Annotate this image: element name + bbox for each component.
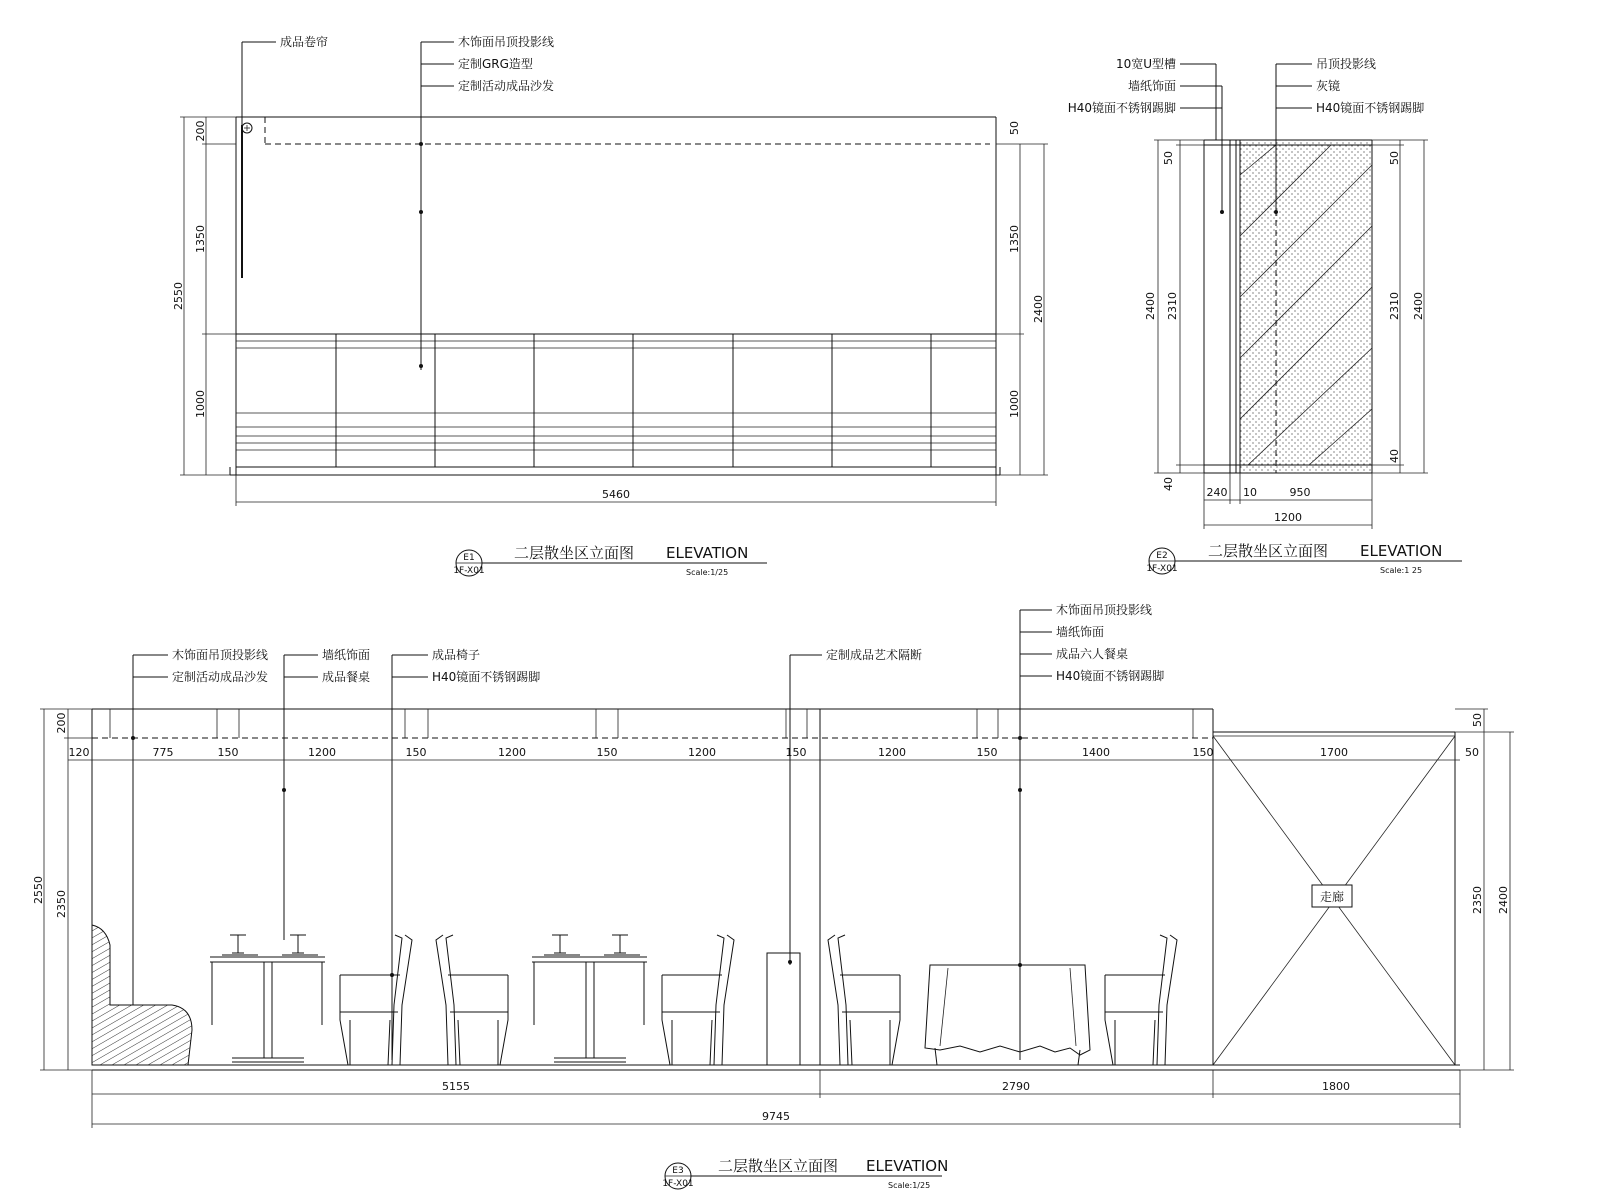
- e3-dim-top-1700: 1700: [1320, 746, 1348, 759]
- e2-dim-2310-right: 2310: [1388, 292, 1401, 320]
- e2-callout-u-groove: 10宽U型槽: [1115, 57, 1176, 71]
- e1-dims-right: [996, 121, 1048, 475]
- e3-callout-e3: 成品六人餐桌: [1056, 647, 1129, 661]
- e2-dims-bottom: [1204, 473, 1372, 529]
- e1-dim-5460: 5460: [602, 488, 630, 501]
- e3-callout-a1: 木饰面吊顶投影线: [172, 648, 269, 662]
- e3-dim-top-1200-c: 1200: [688, 746, 716, 759]
- e3-dim-top-1200-d: 1200: [878, 746, 906, 759]
- e3-scale: Scale:1/25: [888, 1181, 931, 1190]
- e3-chair-4: [828, 935, 900, 1065]
- e3-dim-top-150-b: 150: [405, 746, 427, 759]
- e1-dim-2550: 2550: [172, 282, 185, 310]
- e3-dim-top-150-f: 150: [1192, 746, 1214, 759]
- e3-chair-3: [662, 935, 734, 1065]
- e2-dim-10: 10: [1243, 486, 1257, 499]
- e2-dim-2400-right: 2400: [1412, 292, 1425, 320]
- e3-dim-top-1200-b: 1200: [498, 746, 526, 759]
- e2-callout-ceiling-line: 吊顶投影线: [1316, 57, 1377, 71]
- e3-dim-2550: 2550: [32, 876, 45, 904]
- e3-dims-bottom: [92, 1070, 1460, 1128]
- e1-callout-sofa: 定制活动成品沙发: [458, 79, 555, 93]
- e3-dim-2350-left: 2350: [55, 890, 68, 918]
- e3-callout-e2: 墙纸饰面: [1056, 625, 1105, 639]
- e3-dim-2350-right: 2350: [1471, 886, 1484, 914]
- e3-bubble-sheet: 1F-X01: [662, 1179, 694, 1189]
- e2-title-block: [1146, 542, 1462, 575]
- e3-dims-left: [32, 709, 92, 1070]
- e2-dims-left: [1144, 140, 1204, 491]
- e2-dim-50-right: 50: [1388, 151, 1401, 165]
- e2-bubble-number: E2: [1156, 551, 1168, 561]
- e2-title: 二层散坐区立面图: [1208, 542, 1329, 560]
- e2-dim-950: 950: [1289, 486, 1311, 499]
- e3-dim-top-150-d: 150: [785, 746, 807, 759]
- e3-callout-c1: 成品椅子: [432, 648, 481, 662]
- e1-dim-1000-left: 1000: [194, 390, 207, 418]
- e3-callout-a2: 定制活动成品沙发: [172, 670, 269, 684]
- e1-dim-2400: 2400: [1032, 295, 1045, 323]
- e2-dims-right: [1372, 140, 1428, 473]
- e1-dim-1350-left: 1350: [194, 225, 207, 253]
- e1-callouts: [242, 34, 554, 370]
- e3-title-block: [662, 1157, 948, 1190]
- elevation-e1: [172, 34, 1048, 577]
- e3-callouts: [131, 602, 1164, 1060]
- e1-scale: Scale:1/25: [686, 568, 729, 577]
- e3-dim-top-150-c: 150: [596, 746, 618, 759]
- elevation-e2: [1068, 56, 1462, 575]
- e1-callout-grc-shape: 定制GRG造型: [458, 57, 533, 71]
- e2-dim-2400-left: 2400: [1144, 292, 1157, 320]
- e3-dims-right: [1455, 709, 1514, 1070]
- e3-dim-200: 200: [55, 712, 68, 734]
- e3-dim-2400-right: 2400: [1497, 886, 1510, 914]
- e2-scale: Scale:1 25: [1380, 566, 1423, 575]
- e1-dim-bottom: [236, 475, 996, 506]
- e3-dim-2790: 2790: [1002, 1080, 1030, 1093]
- e3-callout-d1: 定制成品艺术隔断: [826, 648, 923, 662]
- e2-callout-skirting-right: H40镜面不锈钢踢脚: [1316, 101, 1425, 115]
- e1-dim-1000-right: 1000: [1008, 390, 1021, 418]
- e2-callout-grey-mirror: 灰镜: [1316, 79, 1341, 93]
- e3-corridor: [1213, 732, 1455, 1065]
- e3-callout-b1: 墙纸饰面: [322, 648, 371, 662]
- e2-dim-2310-left: 2310: [1166, 292, 1179, 320]
- e3-art-partition: [767, 953, 800, 1065]
- e1-bubble-sheet: 1F-X01: [453, 566, 485, 576]
- e3-dim-9745: 9745: [762, 1110, 790, 1123]
- e3-title-en: ELEVATION: [866, 1157, 949, 1175]
- e3-chair-5: [1105, 935, 1177, 1065]
- e3-dim-top-50: 50: [1465, 746, 1479, 759]
- e3-sofa: [92, 925, 192, 1065]
- e1-dim-200: 200: [194, 120, 207, 142]
- e1-callout-ceiling-line: 木饰面吊顶投影线: [458, 35, 555, 49]
- e1-title-en: ELEVATION: [666, 544, 749, 562]
- e1-bubble-number: E1: [463, 553, 475, 563]
- e3-ceiling-ticks: [110, 709, 1193, 738]
- e3-callout-e4: H40镜面不锈钢踢脚: [1056, 669, 1165, 683]
- e2-dim-50-left: 50: [1162, 151, 1175, 165]
- e3-callout-b2: 成品餐桌: [322, 670, 371, 684]
- e2-dim-40-right: 40: [1388, 449, 1401, 463]
- e2-dim-240: 240: [1206, 486, 1228, 499]
- e3-chair-1: [340, 935, 412, 1065]
- e3-six-person-table: [925, 965, 1090, 1065]
- e1-dim-50: 50: [1008, 121, 1021, 135]
- e1-title: 二层散坐区立面图: [514, 544, 635, 562]
- e3-title: 二层散坐区立面图: [718, 1157, 839, 1175]
- e3-dim-top-775: 775: [152, 746, 174, 759]
- e2-callout-skirting-left: H40镜面不锈钢踢脚: [1067, 101, 1176, 115]
- e1-dim-1350-right: 1350: [1008, 225, 1021, 253]
- e3-dims-top: [68, 746, 1479, 760]
- e3-dim-top-150-a: 150: [217, 746, 239, 759]
- e3-chair-2: [436, 935, 508, 1065]
- e3-dining-table-1: [210, 935, 325, 1062]
- e3-dim-50-right: 50: [1471, 713, 1484, 727]
- e1-callout-roller-blind: 成品卷帘: [280, 35, 329, 49]
- e3-dim-top-120: 120: [68, 746, 90, 759]
- e1-title-block: [453, 544, 767, 577]
- e3-corridor-label: 走廊: [1319, 890, 1345, 904]
- e3-callout-c2: H40镜面不锈钢踢脚: [432, 670, 541, 684]
- e3-callout-e1: 木饰面吊顶投影线: [1056, 603, 1153, 617]
- e3-dining-table-2: [532, 935, 647, 1062]
- e2-dim-1200: 1200: [1274, 511, 1302, 524]
- e3-dim-top-1400: 1400: [1082, 746, 1110, 759]
- e2-title-en: ELEVATION: [1360, 542, 1443, 560]
- e3-bubble-number: E3: [672, 1166, 684, 1176]
- e3-dim-1800: 1800: [1322, 1080, 1350, 1093]
- e1-dims-left: [172, 117, 236, 475]
- e2-bubble-sheet: 1F-X01: [1146, 564, 1178, 574]
- e2-dim-40-left: 40: [1162, 477, 1175, 491]
- e2-callout-wallpaper: 墙纸饰面: [1127, 79, 1176, 93]
- e3-dim-top-150-e: 150: [976, 746, 998, 759]
- e3-dim-5155: 5155: [442, 1080, 470, 1093]
- elevation-e3: [32, 602, 1514, 1190]
- e3-dim-top-1200-a: 1200: [308, 746, 336, 759]
